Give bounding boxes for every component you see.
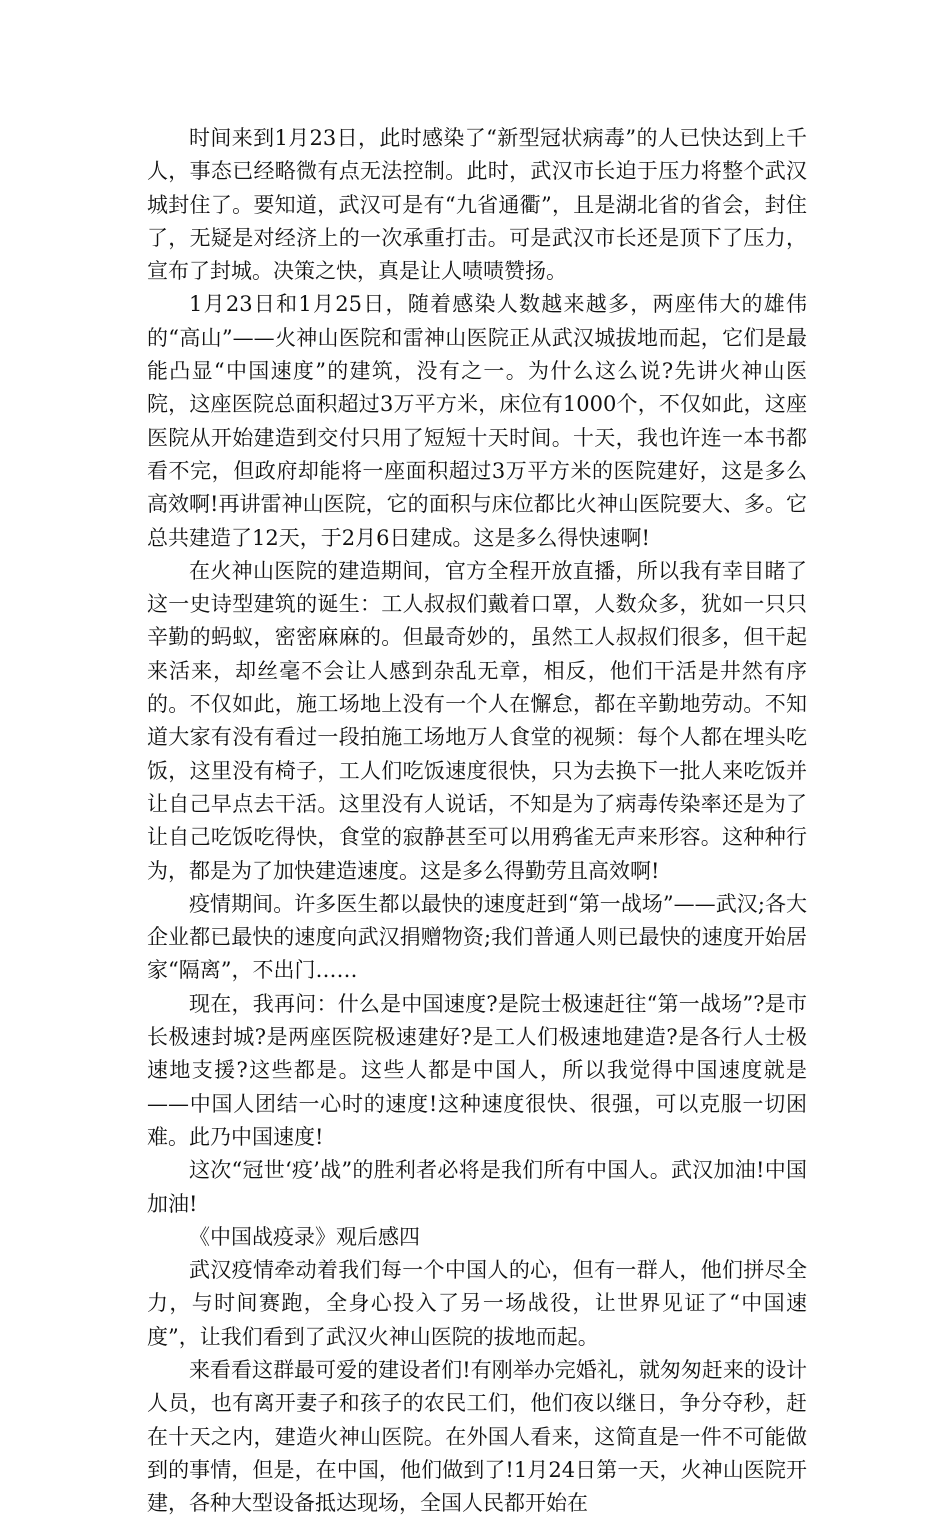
- paragraph-epidemic-period: 疫情期间。许多医生都以最快的速度赶到“第一战场”——武汉;各大企业都已最快的速度向武汉捐赠物资;我们普通人则已最快的速度开始居家“隔离”，不出门……: [147, 891, 807, 983]
- paragraph-cheer: 这次“冠世‘疫’战”的胜利者必将是我们所有中国人。武汉加油!中国加油!: [147, 1158, 807, 1216]
- paragraph-builders-intro: 武汉疫情牵动着我们每一个中国人的心，但有一群人，他们拼尽全力，与时间赛跑，全身心投入了另一场战役，让世界见证了“中国速度”，让我们看到了武汉火神山医院的拔地而起。: [147, 1258, 807, 1349]
- paragraph-china-speed: 现在，我再问：什么是中国速度?是院士极速赶往“第一战场”?是市长极速封城?是两座医院极速建好?是工人们极速地建造?是各行人士极速地支援?这些都是。这些人都是中国人，所以我觉得中国速度就是——中国人团结一心时的速度!这种速度很快、很强，可以克服一切困难。此乃中国速度!: [147, 991, 807, 1149]
- paragraph-hospitals: 1月23日和1月25日，随着感染人数越来越多，两座伟大的雄伟的“高山”——火神山医院和雷神山医院正从武汉城拔地而起，它们是最能凸显“中国速度”的建筑，没有之一。为什么这么说?先讲火神山医院，这座医院总面积超过3万平方米，床位有1000个，不仅如此，这座医院从开始建造到交付只用了短短十天时间。十天，我也许连一本书都看不完，但政府却能将一座面积超过3万平方米的医院建好，这是多么高效啊!再讲雷神山医院，它的面积与床位都比火神山医院要大、多。它总共建造了12天，于2月6日建成。这是多么得快速啊!: [147, 292, 807, 550]
- paragraph-builders: 来看看这群最可爱的建设者们!有刚举办完婚礼，就匆匆赶来的设计人员，也有离开妻子和孩子的农民工们，他们夜以继日，争分夺秒，赶在十天之内，建造火神山医院。在外国人看来，这简直是一件不可能做到的事情，但是，在中国，他们做到了!1月24日第一天，火神山医院开建，各种大型设备抵达现场，全国人民都开始在: [147, 1357, 807, 1516]
- section-heading: 《中国战疫录》观后感四: [189, 1224, 420, 1249]
- paragraph-construction-livestream: 在火神山医院的建造期间，官方全程开放直播，所以我有幸目睹了这一史诗型建筑的诞生：工人叔叔们戴着口罩，人数众多，犹如一只只辛勤的蚂蚁，密密麻麻的。但最奇妙的，虽然工人叔叔们很多，但干起来活来，却丝毫不会让人感到杂乱无章，相反，他们干活是井然有序的。不仅如此，施工场地上没有一个人在懈怠，都在辛勤地劳动。不知道大家有没有看过一段拍施工场地万人食堂的视频：每个人都在埋头吃饭，这里没有椅子，工人们吃饭速度很快，只为去换下一批人来吃饭并让自己早点去干活。这里没有人说话，不知是为了病毒传染率还是为了让自己吃饭吃得快，食堂的寂静甚至可以用鸦雀无声来形容。这种种行为，都是为了加快建造速度。这是多么得勤劳且高效啊!: [147, 558, 807, 883]
- document-body: [147, 122, 807, 1520]
- paragraph-lockdown: 时间来到1月23日，此时感染了“新型冠状病毒”的人已快达到上千人，事态已经略微有点无法控制。此时，武汉市长迫于压力将整个武汉城封住了。要知道，武汉可是有“九省通衢”，且是湖北省的省会，封住了，无疑是对经济上的一次承重打击。可是武汉市长还是顶下了压力，宣布了封城。决策之快，真是让人啧啧赞扬。: [147, 126, 807, 284]
